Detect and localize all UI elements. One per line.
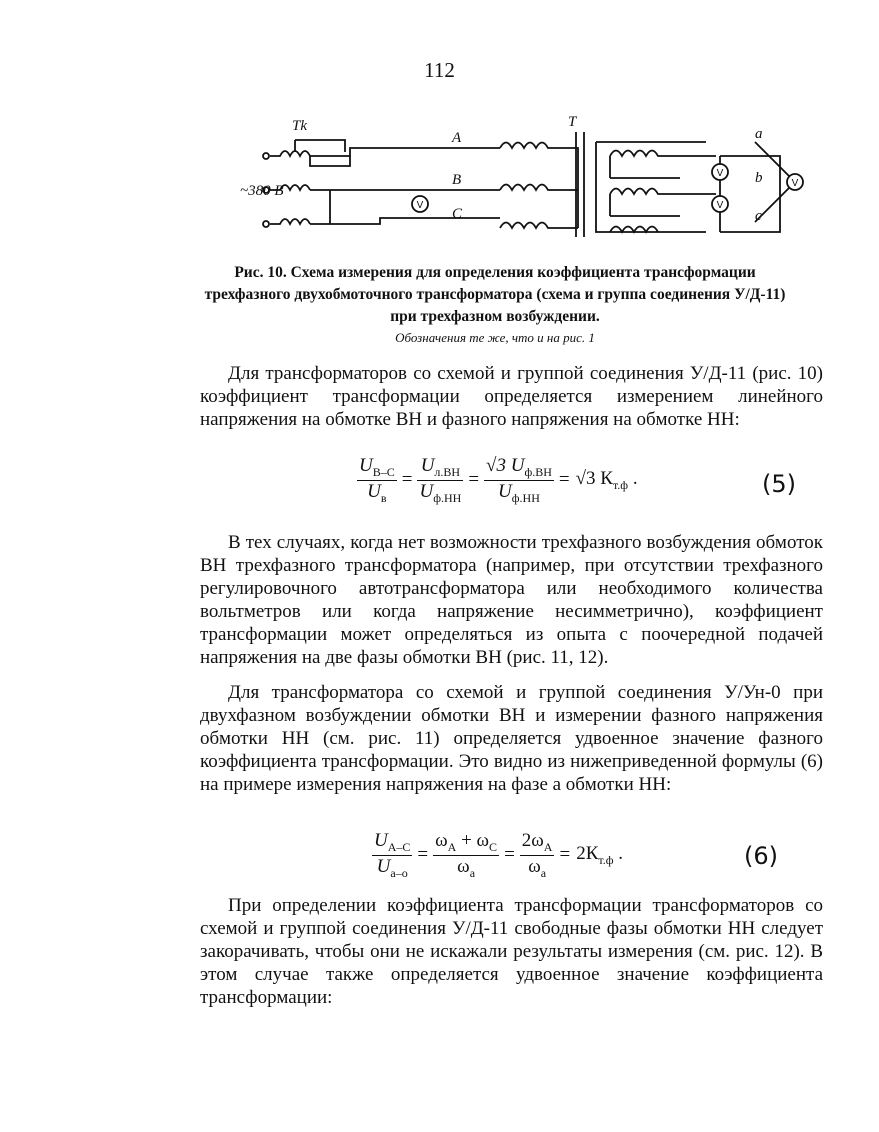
label-lv-c: c <box>755 208 762 224</box>
paragraph <box>200 894 823 1009</box>
label-hv-a: A <box>452 130 462 146</box>
equation-number-5: (5) <box>762 470 796 498</box>
label-t: T <box>568 114 577 130</box>
voltmeter-label: V <box>416 200 424 211</box>
label-hv-b: B <box>452 172 462 188</box>
formula-6: $\frac{U_{А-С}}{U_{а-о}}$ = $\frac{\omega_А + \omega_С}{\omega_а}$ = $\frac{2\omega_А}{\omega_а}$ = $2К_{т.ф}$ . <box>374 830 623 880</box>
paragraph <box>200 531 823 669</box>
label-lv-a: a <box>755 126 763 142</box>
figure-caption: Рис. 10. Схема измерения для определения коэффициента трансформации трехфазного двухобмоточного трансформатора (схема и группа соединения У/Д-11) при трехфазном возбуждении. <box>204 264 786 325</box>
paragraph-text: Для трансформатора со схемой и группой соединения У/Ун-0 при двухфазном возбуждении обмотки ВН и измерении фазного напряжения обмотки НН (см. рис. 11) определяется удвоенное значение фазного коэффициента трансформации. Это видно из нижеприведенной формулы (6) на примере измерения напряжения на фазе а обмотки НН: <box>200 682 823 795</box>
paragraph-text: Для трансформаторов со схемой и группой соединения У/Д-11 (рис. 10) коэффициент трансформации определяется измерением линейного напряжения на обмотке ВН и фазного напряжения на обмотке НН: <box>200 363 823 430</box>
formula-5: $\frac{U_{В-С}}{U_в}$ = $\frac{U_{л.ВН}}{U_{ф.НН}}$ = $\frac{√3 U_{ф.ВН}}{U_{ф.НН}}$ = √3 $К_{т.ф}$ . <box>359 455 638 505</box>
label-supply: ~380 В <box>240 183 284 199</box>
label-lv-b: b <box>755 170 763 186</box>
voltmeter-label: V <box>716 168 724 179</box>
paragraph <box>200 681 823 796</box>
page-number: 112 <box>424 58 455 82</box>
label-hv-c: C <box>452 206 463 222</box>
voltmeter-label: V <box>791 178 799 189</box>
label-tl: Tk <box>292 118 307 134</box>
paragraph-text: При определении коэффициента трансформации трансформаторов со схемой и группой соединения У/Д-11 свободные фазы обмотки НН следует закорачивать, чтобы они не искажали результаты измерения (см. рис. 12). В этом случае также определяется удвоенное значение коэффициента трансформации: <box>200 895 823 1008</box>
voltmeter-label: V <box>716 200 724 211</box>
paragraph-text: В тех случаях, когда нет возможности трехфазного возбуждения обмоток ВН трехфазного трансформатора (например, при отсутствии трехфазного регулировочного автотрансформатора или необходимого количества вольтметров или когда напряжение несимметрично), коэффициент трансформации может определяться из опыта с поочередной подачей напряжения на две фазы обмотки ВН (рис. 11, 12). <box>200 532 823 668</box>
figure-note: Обозначения те же, что и на рис. 1 <box>395 330 595 345</box>
circuit-diagram <box>240 112 810 252</box>
paragraph <box>200 362 823 431</box>
equation-number-6: (6) <box>744 842 778 870</box>
